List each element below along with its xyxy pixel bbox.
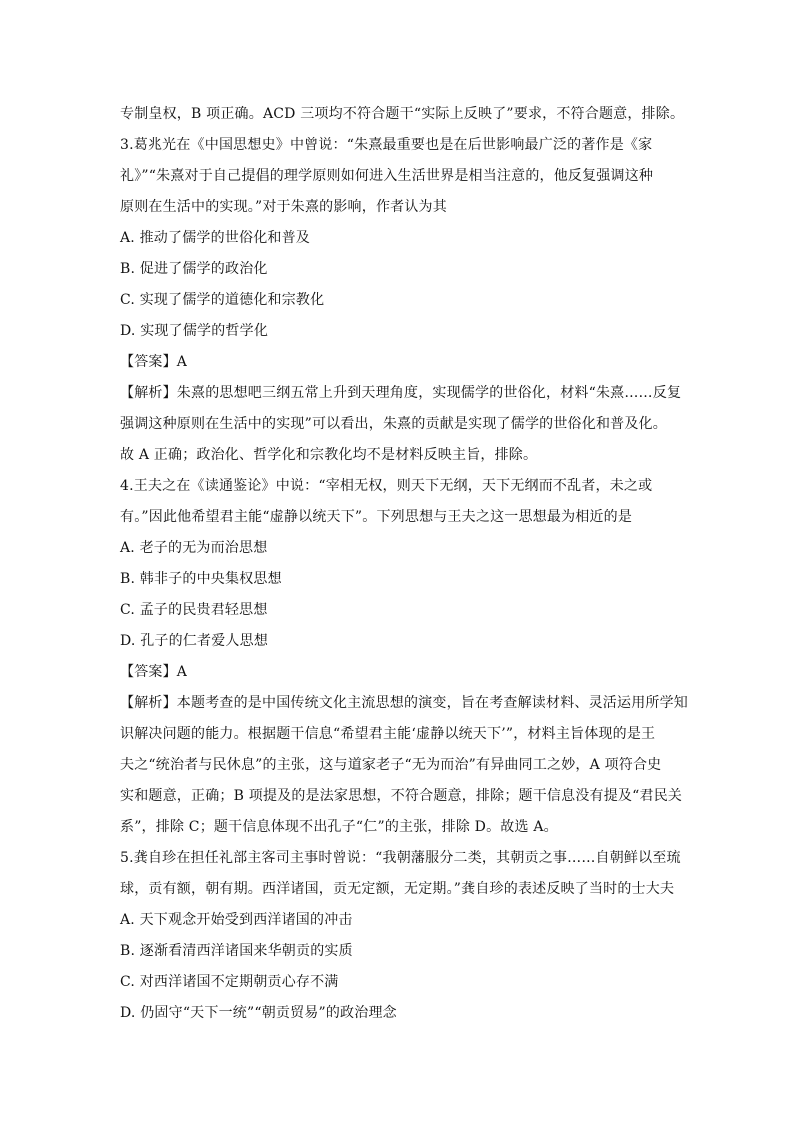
- q5-option-d: D. 仍固守“天下一统”“朝贡贸易”的政治理念: [120, 1005, 397, 1021]
- q3-option-a: A. 推动了儒学的世俗化和普及: [120, 230, 311, 246]
- q5-option-b: B. 逐渐看清西洋诸国来华朝贡的实质: [120, 943, 353, 959]
- q4-stem-line-2: 有。”因此他希望君主能“虚静以统天下”。下列思想与王夫之这一思想最为相近的是: [120, 509, 633, 525]
- q3-analysis-line-3: 故 A 正确；政治化、哲学化和宗教化均不是材料反映主旨，排除。: [120, 447, 538, 463]
- q4-answer: 【答案】A: [120, 664, 188, 680]
- q4-analysis-line-3: 夫之“统治者与民休息”的主张，这与道家老子“无为而治”有异曲同工之妙，A 项符合史: [120, 757, 662, 773]
- q3-answer: 【答案】A: [120, 354, 188, 370]
- q4-option-d: D. 孔子的仁者爱人思想: [120, 633, 269, 649]
- q5-option-c: C. 对西洋诸国不定期朝贡心存不满: [120, 974, 339, 990]
- q4-stem-line-1: 4.王夫之在《读通鉴论》中说：“宰相无权，则天下无纲，天下无纲而不乱者，未之或: [120, 478, 653, 494]
- q4-option-b: B. 韩非子的中央集权思想: [120, 571, 282, 587]
- q3-stem-line-1: 3.葛兆光在《中国思想史》中曾说：“朱熹最重要也是在后世影响最广泛的著作是《家: [120, 137, 653, 153]
- q4-analysis-line-1: 【解析】本题考查的是中国传统文化主流思想的演变，旨在考查解读材料、灵活运用所学知: [120, 695, 688, 711]
- q3-analysis-line-2: 强调这种原则在生活中的实现”可以看出，朱熹的贡献是实现了儒学的世俗化和普及化。: [120, 416, 667, 432]
- q4-option-c: C. 孟子的民贵君轻思想: [120, 602, 268, 618]
- q4-analysis-line-5: 系”，排除 C；题干信息体现不出孔子“仁”的主张，排除 D。故选 A。: [120, 819, 558, 835]
- q5-stem-line-2: 球，贡有额，朝有期。西洋诸国，贡无定额，无定期。”龚自珍的表述反映了当时的士大夫: [120, 881, 675, 897]
- q3-option-d: D. 实现了儒学的哲学化: [120, 323, 269, 339]
- q4-option-a: A. 老子的无为而治思想: [120, 540, 268, 556]
- q3-stem-line-3: 原则在生活中的实现。”对于朱熹的影响，作者认为其: [120, 199, 447, 215]
- q4-analysis-line-4: 实和题意，正确；B 项提及的是法家思想，不符合题意，排除；题干信息没有提及“君民关: [120, 788, 683, 804]
- q5-option-a: A. 天下观念开始受到西洋诸国的冲击: [120, 912, 353, 928]
- q3-option-b: B. 促进了儒学的政治化: [120, 261, 268, 277]
- q2-analysis-end: 专制皇权，B 项正确。ACD 三项均不符合题干“实际上反映了”要求，不符合题意，排除。: [120, 106, 685, 122]
- q5-stem-line-1: 5.龚自珍在担任礼部主客司主事时曾说：“我朝藩服分二类，其朝贡之事……自朝鲜以至琉: [120, 850, 681, 866]
- q3-option-c: C. 实现了儒学的道德化和宗教化: [120, 292, 325, 308]
- q3-analysis-line-1: 【解析】朱熹的思想吧三纲五常上升到天理角度，实现儒学的世俗化，材料“朱熹……反复: [120, 385, 682, 401]
- q4-analysis-line-2: 识解决问题的能力。根据题干信息“希望君主能‘虚静以统天下’”，材料主旨体现的是王: [120, 726, 656, 742]
- q3-stem-line-2: 礼》”“朱熹对于自己提倡的理学原则如何进入生活世界是相当注意的，他反复强调这种: [120, 168, 654, 184]
